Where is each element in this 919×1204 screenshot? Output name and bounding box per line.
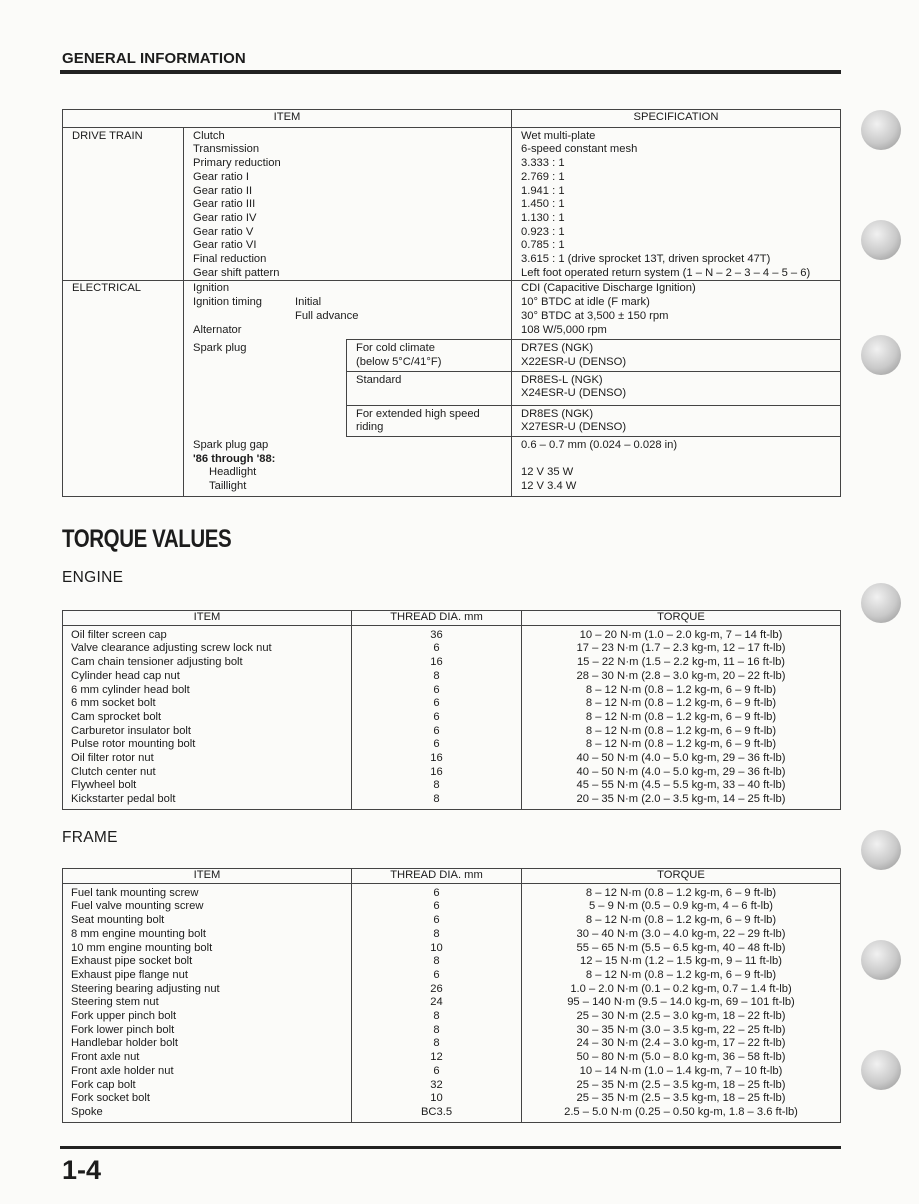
gap-items — [184, 437, 512, 497]
table-row — [63, 670, 841, 684]
cell-line: 2.769 : 1 — [521, 170, 565, 183]
thread-cell: 8 — [352, 670, 522, 684]
table-row — [63, 752, 841, 766]
item-cell: Front axle nut — [63, 1051, 352, 1065]
item-cell: Kickstarter pedal bolt — [63, 793, 352, 809]
table-row — [63, 1092, 841, 1106]
binder-hole-icon — [861, 583, 901, 623]
cell-line: X22ESR-U (DENSO) — [521, 355, 627, 368]
table-row — [63, 642, 841, 656]
item-cell: 6 mm cylinder head bolt — [63, 684, 352, 698]
table-row — [63, 684, 841, 698]
initial-label: Initial — [295, 296, 322, 309]
table-row — [63, 725, 841, 739]
thread-cell: 24 — [352, 996, 522, 1010]
cell-line: 0.923 : 1 — [521, 225, 565, 238]
ignition-specs — [512, 281, 841, 340]
thread-cell: 8 — [352, 793, 522, 809]
drive-train-row — [63, 127, 841, 281]
thread-cell: 6 — [352, 684, 522, 698]
torque-cell: 40 – 50 N·m (4.0 – 5.0 kg-m, 29 – 36 ft-lb) — [576, 752, 786, 765]
torque-cell: 95 – 140 N·m (9.5 – 14.0 kg-m, 69 – 101 ft-lb) — [567, 996, 795, 1009]
spark-plug-spec — [512, 405, 841, 436]
table-row — [63, 779, 841, 793]
torque-cell: 8 – 12 N·m (0.8 – 1.2 kg-m, 6 – 9 ft-lb) — [585, 697, 777, 710]
thread-cell: 16 — [352, 656, 522, 670]
table-row — [63, 969, 841, 983]
item-cell: Cam chain tensioner adjusting bolt — [63, 656, 352, 670]
thread-cell: 6 — [352, 697, 522, 711]
torque-cell: 10 – 14 N·m (1.0 – 1.4 kg-m, 7 – 10 ft-lb) — [579, 1064, 783, 1077]
table-row — [63, 711, 841, 725]
torque-cell: 8 – 12 N·m (0.8 – 1.2 kg-m, 6 – 9 ft-lb) — [585, 710, 777, 723]
page-number: 1-4 — [62, 1155, 102, 1185]
cell-line: Clutch — [193, 129, 225, 142]
thread-cell: 8 — [352, 1024, 522, 1038]
thread-cell: 6 — [352, 642, 522, 656]
thread-cell: 32 — [352, 1079, 522, 1093]
thread-cell: 26 — [352, 983, 522, 997]
cell-line: Transmission — [193, 143, 260, 156]
ignition-timing-label: Ignition timing — [193, 296, 263, 309]
header-thread: THREAD DIA. mm — [352, 611, 522, 626]
thread-cell: 8 — [352, 779, 522, 793]
torque-cell: 1.0 – 2.0 N·m (0.1 – 0.2 kg-m, 0.7 – 1.4 ft-lb) — [570, 982, 792, 995]
thread-cell: 6 — [352, 900, 522, 914]
initial-spec: 10° BTDC at idle (F mark) — [521, 296, 650, 309]
header-item: ITEM — [63, 869, 352, 884]
headlight-spec: 12 V 35 W — [521, 466, 574, 479]
thread-cell: 8 — [352, 1010, 522, 1024]
torque-cell: 8 – 12 N·m (0.8 – 1.2 kg-m, 6 – 9 ft-lb) — [585, 724, 777, 737]
item-cell: Cylinder head cap nut — [63, 670, 352, 684]
binder-hole-icon — [861, 1050, 901, 1090]
torque-cell: 25 – 30 N·m (2.5 – 3.0 kg-m, 18 – 22 ft-lb) — [576, 1010, 786, 1023]
drive-train-items — [184, 127, 512, 281]
cell-line: 1.941 : 1 — [521, 184, 565, 197]
table-row — [63, 766, 841, 780]
spark-plug-condition — [347, 405, 512, 436]
table-row — [63, 697, 841, 711]
torque-cell: 17 – 23 N·m (1.7 – 2.3 kg-m, 12 – 17 ft-lb) — [576, 642, 786, 655]
item-cell: Exhaust pipe flange nut — [63, 969, 352, 983]
table-row — [63, 1024, 841, 1038]
torque-cell: 55 – 65 N·m (5.5 – 6.5 kg-m, 40 – 48 ft-lb) — [576, 941, 786, 954]
torque-cell: 2.5 – 5.0 N·m (0.25 – 0.50 kg-m, 1.8 – 3.6 ft-lb) — [564, 1105, 798, 1118]
cell-line: 1.130 : 1 — [521, 211, 565, 224]
torque-cell: 28 – 30 N·m (2.8 – 3.0 kg-m, 20 – 22 ft-lb) — [576, 669, 786, 682]
table-row — [63, 883, 841, 900]
headlight-label: Headlight — [209, 466, 257, 479]
torque-cell: 10 – 20 N·m (1.0 – 2.0 kg-m, 7 – 14 ft-lb) — [579, 628, 783, 641]
cell-line: X27ESR-U (DENSO) — [521, 421, 627, 434]
table-row — [63, 656, 841, 670]
cell-line: Standard — [356, 373, 402, 386]
cell-line: 3.615 : 1 (drive sprocket 13T, driven sprocket 47T) — [521, 253, 771, 266]
spark-plug-gap-spec: 0.6 – 0.7 mm (0.024 – 0.028 in) — [521, 439, 678, 452]
table-row — [63, 900, 841, 914]
footer-rule — [60, 1146, 841, 1149]
torque-cell: 25 – 35 N·m (2.5 – 3.5 kg-m, 18 – 25 ft-lb) — [576, 1078, 786, 1091]
thread-cell: BC3.5 — [352, 1106, 522, 1122]
item-cell: Spoke — [63, 1106, 352, 1122]
alternator-spec: 108 W/5,000 rpm — [521, 323, 607, 336]
full-advance-label: Full advance — [295, 309, 359, 322]
item-cell: Fork socket bolt — [63, 1092, 352, 1106]
thread-cell: 6 — [352, 738, 522, 752]
thread-cell: 36 — [352, 625, 522, 642]
table-row — [63, 928, 841, 942]
table-header-row — [63, 869, 841, 884]
item-cell: Exhaust pipe socket bolt — [63, 955, 352, 969]
ignition-items — [184, 281, 512, 340]
torque-cell: 30 – 40 N·m (3.0 – 4.0 kg-m, 22 – 29 ft-lb) — [576, 927, 786, 940]
item-cell: Cam sprocket bolt — [63, 711, 352, 725]
table-row — [63, 942, 841, 956]
spark-plug-condition — [347, 371, 512, 405]
torque-cell: 12 – 15 N·m (1.2 – 1.5 kg-m, 9 – 11 ft-lb) — [580, 955, 782, 968]
table-row — [63, 955, 841, 969]
item-cell: 6 mm socket bolt — [63, 697, 352, 711]
torque-cell: 8 – 12 N·m (0.8 – 1.2 kg-m, 6 – 9 ft-lb) — [585, 738, 777, 751]
torque-cell: 20 – 35 N·m (2.0 – 3.5 kg-m, 14 – 25 ft-lb) — [576, 793, 786, 806]
torque-cell: 45 – 55 N·m (4.5 – 5.5 kg-m, 33 – 40 ft-lb) — [576, 779, 786, 792]
torque-values-title: TORQUE VALUES — [62, 525, 232, 553]
item-cell: Steering bearing adjusting nut — [63, 983, 352, 997]
cell-line: Primary reduction — [193, 157, 281, 170]
table-row — [63, 1106, 841, 1122]
cell-line: Gear ratio II — [193, 184, 253, 197]
table-row — [63, 1010, 841, 1024]
thread-cell: 8 — [352, 1037, 522, 1051]
binder-hole-icon — [861, 220, 901, 260]
item-cell: Steering stem nut — [63, 996, 352, 1010]
gap-specs — [512, 437, 841, 497]
cell-line: DR8ES (NGK) — [521, 407, 594, 420]
frame-torque-table — [62, 868, 841, 1123]
taillight-label: Taillight — [209, 480, 247, 493]
item-cell: 10 mm engine mounting bolt — [63, 942, 352, 956]
thread-cell: 6 — [352, 725, 522, 739]
cell-line: 1.450 : 1 — [521, 198, 565, 211]
item-cell: Valve clearance adjusting screw lock nut — [63, 642, 352, 656]
thread-cell: 12 — [352, 1051, 522, 1065]
item-cell: Seat mounting bolt — [63, 914, 352, 928]
cell-line: 6-speed constant mesh — [521, 143, 638, 156]
table-row — [63, 914, 841, 928]
torque-cell: 8 – 12 N·m (0.8 – 1.2 kg-m, 6 – 9 ft-lb) — [585, 886, 777, 899]
taillight-spec: 12 V 3.4 W — [521, 480, 577, 493]
torque-cell: 8 – 12 N·m (0.8 – 1.2 kg-m, 6 – 9 ft-lb) — [585, 914, 777, 927]
item-cell: Oil filter screen cap — [63, 625, 352, 642]
table-row — [63, 738, 841, 752]
table-row — [63, 996, 841, 1010]
cell-line: riding — [356, 421, 384, 434]
table-row — [63, 983, 841, 997]
item-cell: Pulse rotor mounting bolt — [63, 738, 352, 752]
binder-hole-icon — [861, 830, 901, 870]
years-label: '86 through '88: — [193, 452, 276, 465]
table-header-row — [63, 110, 841, 128]
ignition-spec: CDI (Capacitive Discharge Ignition) — [521, 282, 696, 295]
cell-line: Final reduction — [193, 253, 267, 266]
torque-cell: 5 – 9 N·m (0.5 – 0.9 kg-m, 4 – 6 ft-lb) — [588, 900, 774, 913]
header-item: ITEM — [63, 611, 352, 626]
item-cell: Fork upper pinch bolt — [63, 1010, 352, 1024]
binder-hole-icon — [861, 940, 901, 980]
torque-cell: 40 – 50 N·m (4.0 – 5.0 kg-m, 29 – 36 ft-lb) — [576, 765, 786, 778]
cell-line: Left foot operated return system (1 – N – 2 – 3 – 4 – 5 – 6) — [521, 266, 811, 279]
cell-line: Gear ratio I — [193, 170, 249, 183]
item-cell: Front axle holder nut — [63, 1065, 352, 1079]
engine-torque-table — [62, 610, 841, 810]
item-cell: Oil filter rotor nut — [63, 752, 352, 766]
header-specification: SPECIFICATION — [512, 110, 841, 128]
item-cell: Flywheel bolt — [63, 779, 352, 793]
drive-train-specs — [512, 127, 841, 281]
table-row — [63, 1037, 841, 1051]
table-header-row — [63, 611, 841, 626]
torque-cell: 24 – 30 N·m (2.4 – 3.0 kg-m, 17 – 22 ft-lb) — [576, 1037, 786, 1050]
thread-cell: 8 — [352, 955, 522, 969]
ignition-row — [63, 281, 841, 340]
category-drive-train: DRIVE TRAIN — [63, 127, 184, 281]
header-item: ITEM — [63, 110, 512, 128]
torque-cell: 25 – 35 N·m (2.5 – 3.5 kg-m, 18 – 25 ft-lb) — [576, 1092, 786, 1105]
general-spec-table — [62, 109, 841, 497]
cell-line: Gear ratio IV — [193, 211, 257, 224]
item-cell: Fork cap bolt — [63, 1079, 352, 1093]
table-row — [63, 1065, 841, 1079]
spark-plug-condition — [347, 340, 512, 371]
thread-cell: 6 — [352, 883, 522, 900]
alternator-label: Alternator — [193, 323, 242, 336]
item-cell: Carburetor insulator bolt — [63, 725, 352, 739]
item-cell: 8 mm engine mounting bolt — [63, 928, 352, 942]
cell-line: X24ESR-U (DENSO) — [521, 387, 627, 400]
frame-subtitle: FRAME — [62, 829, 118, 846]
cell-line: DR7ES (NGK) — [521, 342, 594, 355]
spark-plug-label: Spark plug — [193, 341, 247, 354]
engine-subtitle: ENGINE — [62, 569, 124, 586]
torque-cell: 8 – 12 N·m (0.8 – 1.2 kg-m, 6 – 9 ft-lb) — [585, 968, 777, 981]
header-torque: TORQUE — [522, 611, 841, 626]
cell-line: Gear shift pattern — [193, 266, 280, 279]
torque-cell: 30 – 35 N·m (3.0 – 3.5 kg-m, 22 – 25 ft-lb) — [576, 1023, 786, 1036]
header-thread: THREAD DIA. mm — [352, 869, 522, 884]
spark-plug-gap-label: Spark plug gap — [193, 439, 269, 452]
thread-cell: 16 — [352, 752, 522, 766]
table-row — [63, 625, 841, 642]
ignition-label: Ignition — [193, 282, 230, 295]
cell-line: 3.333 : 1 — [521, 157, 565, 170]
torque-cell: 8 – 12 N·m (0.8 – 1.2 kg-m, 6 – 9 ft-lb) — [585, 683, 777, 696]
cell-line: Gear ratio V — [193, 225, 254, 238]
thread-cell: 6 — [352, 711, 522, 725]
binder-hole-icon — [861, 335, 901, 375]
spark-plug-spec — [512, 371, 841, 405]
item-cell: Fork lower pinch bolt — [63, 1024, 352, 1038]
item-cell: Clutch center nut — [63, 766, 352, 780]
cell-line: Gear ratio VI — [193, 239, 257, 252]
item-cell: Handlebar holder bolt — [63, 1037, 352, 1051]
thread-cell: 8 — [352, 928, 522, 942]
binder-hole-icon — [861, 110, 901, 150]
torque-cell: 50 – 80 N·m (5.0 – 8.0 kg-m, 36 – 58 ft-lb) — [576, 1051, 786, 1064]
item-cell: Fuel valve mounting screw — [63, 900, 352, 914]
cell-line: 0.785 : 1 — [521, 239, 565, 252]
cell-line: Wet multi-plate — [521, 129, 596, 142]
item-cell: Fuel tank mounting screw — [63, 883, 352, 900]
cell-line: DR8ES-L (NGK) — [521, 373, 603, 386]
cell-line: (below 5°C/41°F) — [356, 355, 442, 368]
header-rule — [60, 70, 841, 74]
table-row — [63, 1051, 841, 1065]
table-row — [63, 793, 841, 809]
thread-cell: 10 — [352, 942, 522, 956]
thread-cell: 6 — [352, 969, 522, 983]
header-torque: TORQUE — [522, 869, 841, 884]
thread-cell: 10 — [352, 1092, 522, 1106]
spark-plug-spec — [512, 340, 841, 371]
cell-line: For extended high speed — [356, 407, 480, 420]
full-advance-spec: 30° BTDC at 3,500 ± 150 rpm — [521, 309, 669, 322]
thread-cell: 6 — [352, 1065, 522, 1079]
thread-cell: 6 — [352, 914, 522, 928]
category-electrical: ELECTRICAL — [63, 281, 184, 496]
cell-line: Gear ratio III — [193, 198, 256, 211]
table-row — [63, 1079, 841, 1093]
thread-cell: 16 — [352, 766, 522, 780]
section-header: GENERAL INFORMATION — [62, 50, 246, 67]
torque-cell: 15 – 22 N·m (1.5 – 2.2 kg-m, 11 – 16 ft-lb) — [576, 656, 786, 669]
cell-line: For cold climate — [356, 342, 435, 355]
